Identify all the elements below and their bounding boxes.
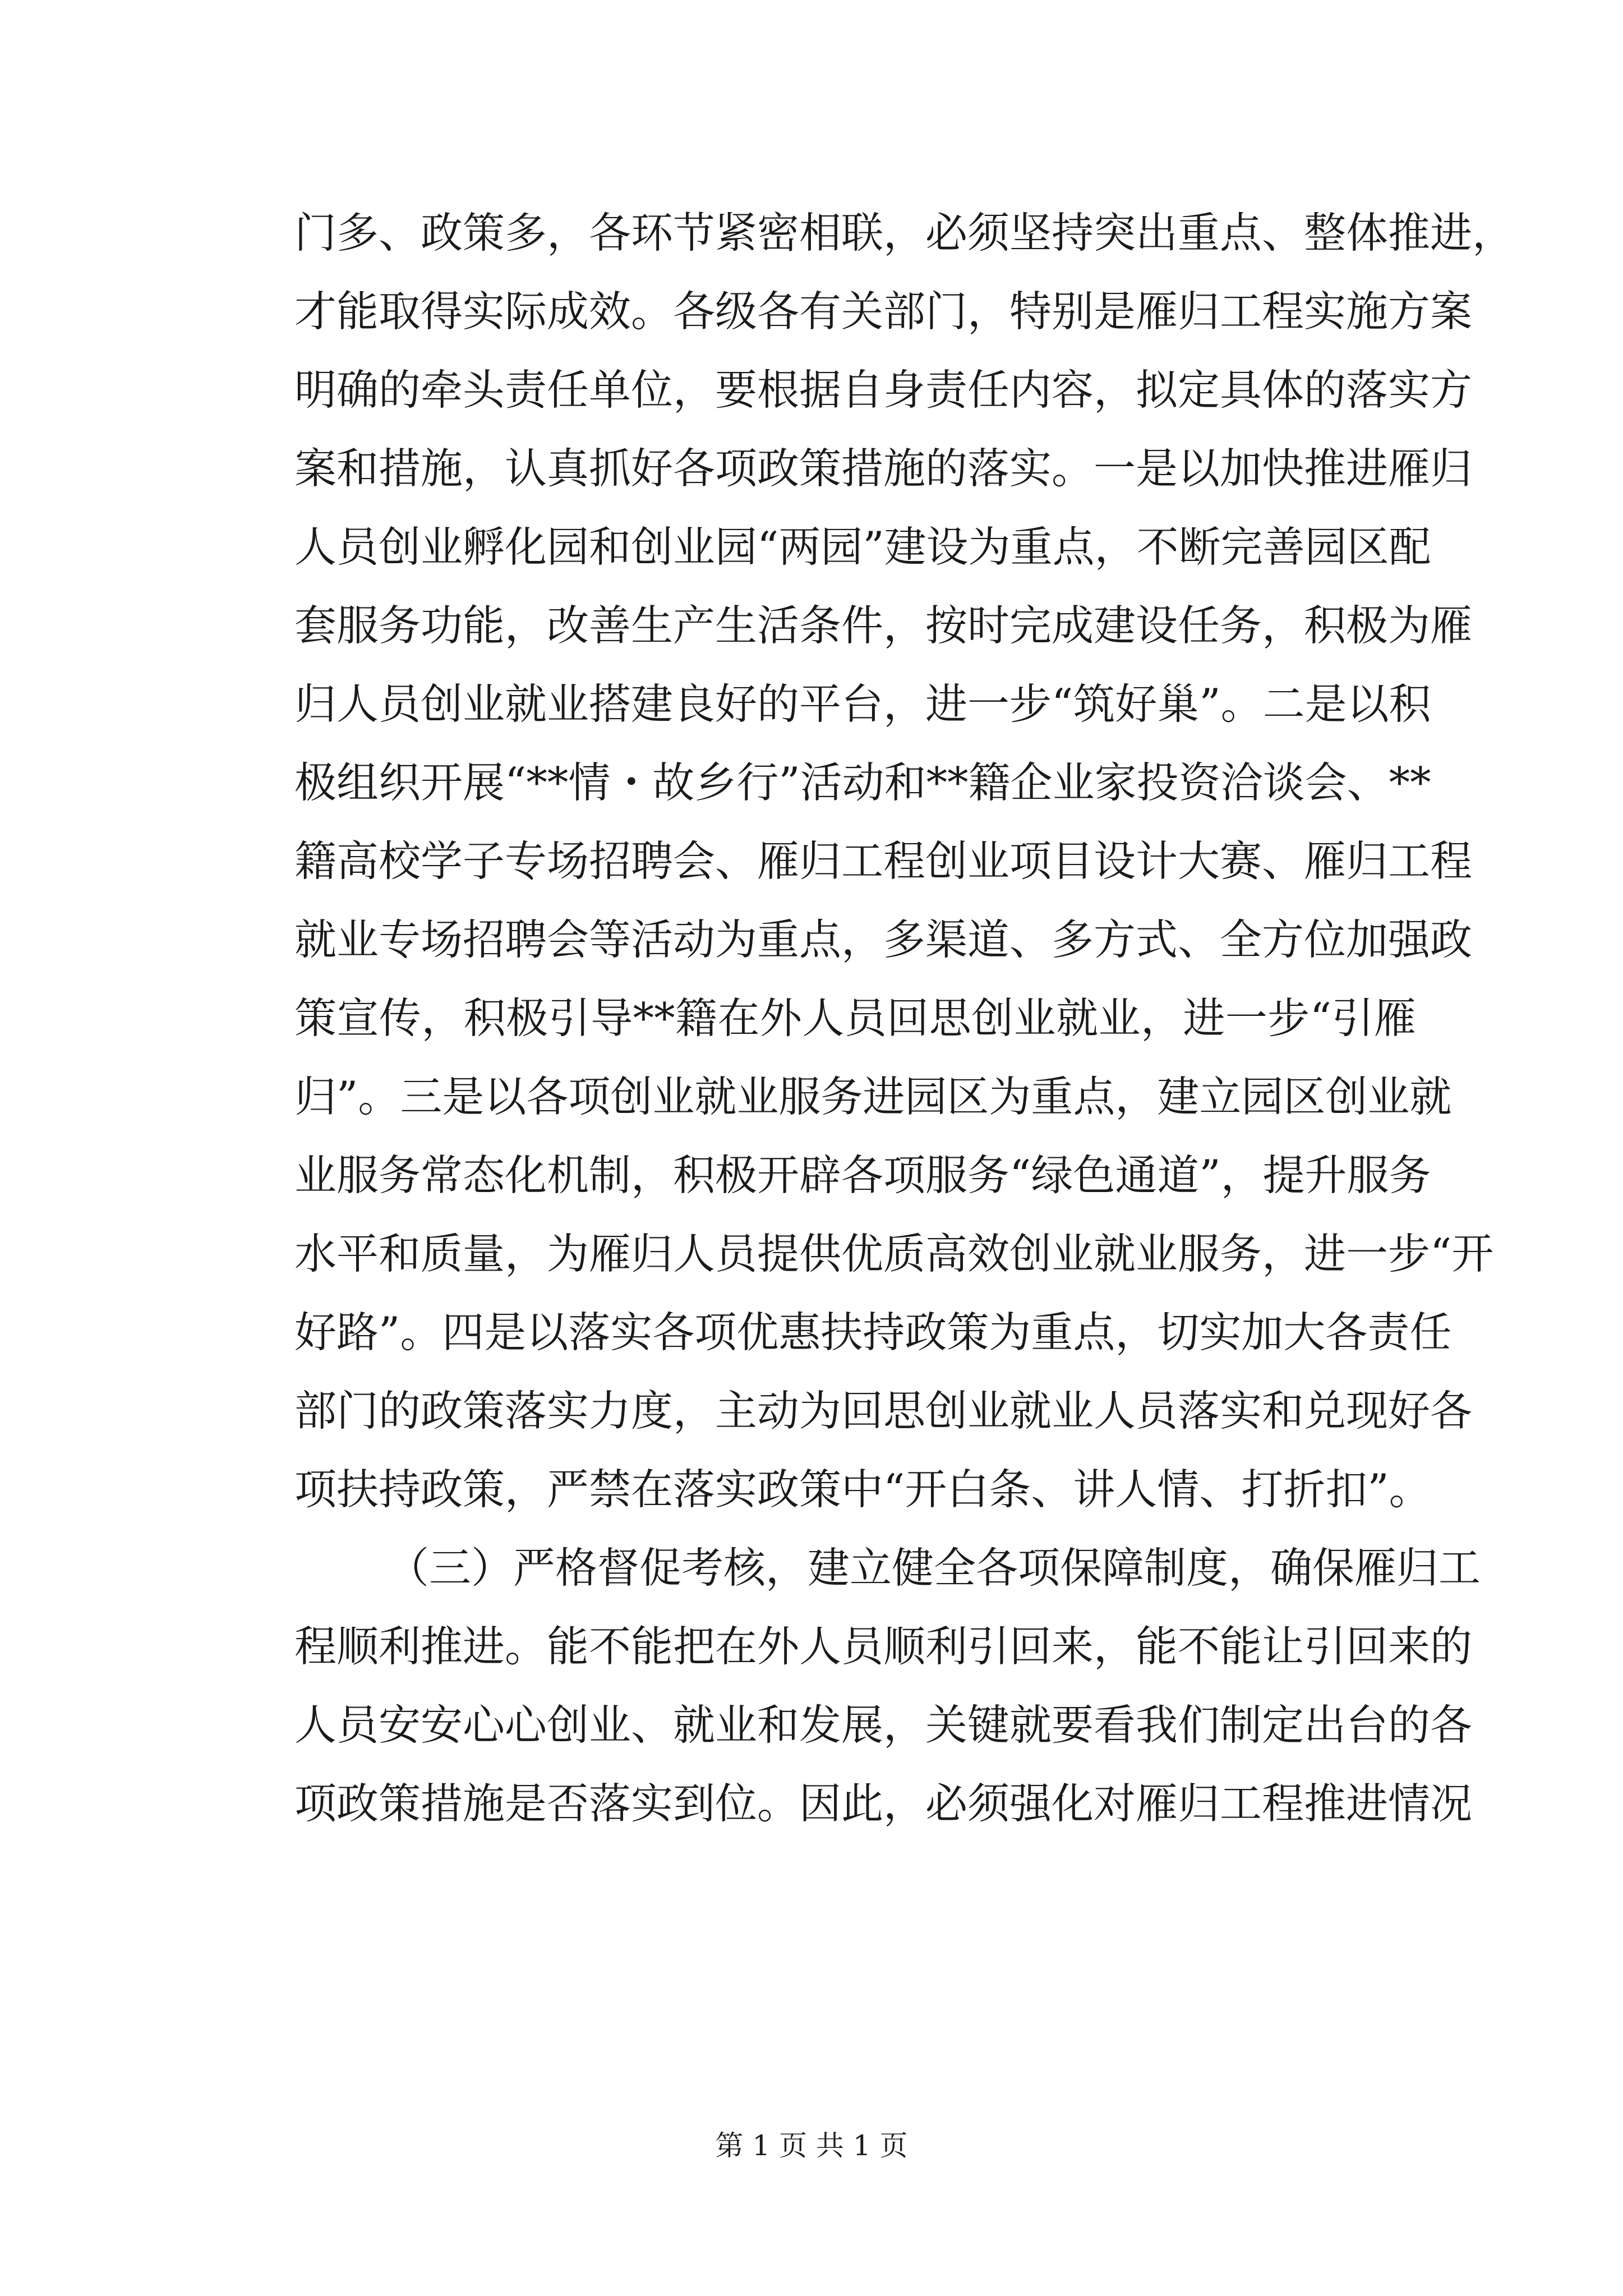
text-line: 就业专场招聘会等活动为重点，多渠道、多方式、全方位加强政 xyxy=(294,915,1473,964)
text-line: 套服务功能，改善生产生活条件，按时完成建设任务，积极为雁 xyxy=(294,601,1473,650)
text-line: 人员创业孵化园和创业园“两园”建设为重点，不断完善园区配 xyxy=(294,522,1431,572)
text-line: 归”。三是以各项创业就业服务进园区为重点，建立园区创业就 xyxy=(294,1072,1452,1121)
text-line: 门多、政策多，各环节紧密相联，必须坚持突出重点、整体推进， xyxy=(294,208,1515,257)
text-line: 水平和质量，为雁归人员提供优质高效创业就业服务，进一步“开 xyxy=(294,1229,1494,1278)
text-line: 才能取得实际成效。各级各有关部门，特别是雁归工程实施方案 xyxy=(294,287,1473,336)
text-line: 明确的牵头责任单位，要根据自身责任内容，拟定具体的落实方 xyxy=(294,365,1473,415)
text-line: 项政策措施是否落实到位。因此，必须强化对雁归工程推进情况 xyxy=(294,1779,1473,1828)
text-line: 归人员创业就业搭建良好的平台，进一步“筑好巢”。二是以积 xyxy=(294,679,1431,729)
text-line: 籍高校学子专场招聘会、雁归工程创业项目设计大赛、雁归工程 xyxy=(294,836,1473,886)
text-line: 案和措施，认真抓好各项政策措施的落实。一是以加快推进雁归 xyxy=(294,444,1473,493)
text-line: 人员安安心心创业、就业和发展，关键就要看我们制定出台的各 xyxy=(294,1700,1473,1750)
page-number-footer: 第 1 页 共 1 页 xyxy=(715,2129,908,2162)
text-line: 业服务常态化机制，积极开辟各项服务“绿色通道”，提升服务 xyxy=(294,1151,1431,1200)
text-line: 好路”。四是以落实各项优惠扶持政策为重点，切实加大各责任 xyxy=(294,1308,1452,1357)
text-line: 项扶持政策，严禁在落实政策中“开白条、讲人情、打折扣”。 xyxy=(294,1465,1431,1514)
text-line: 部门的政策落实力度，主动为回思创业就业人员落实和兑现好各 xyxy=(294,1386,1473,1435)
text-line: 策宣传，积极引导**籍在外人员回思创业就业，进一步“引雁 xyxy=(294,993,1416,1043)
text-line: 极组织开展“**情・故乡行”活动和**籍企业家投资洽谈会、** xyxy=(294,758,1431,807)
paragraph-heading-line: （三）严格督促考核，建立健全各项保障制度，确保雁归工 xyxy=(387,1543,1481,1593)
text-line: 程顺利推进。能不能把在外人员顺利引回来，能不能让引回来的 xyxy=(294,1622,1473,1671)
